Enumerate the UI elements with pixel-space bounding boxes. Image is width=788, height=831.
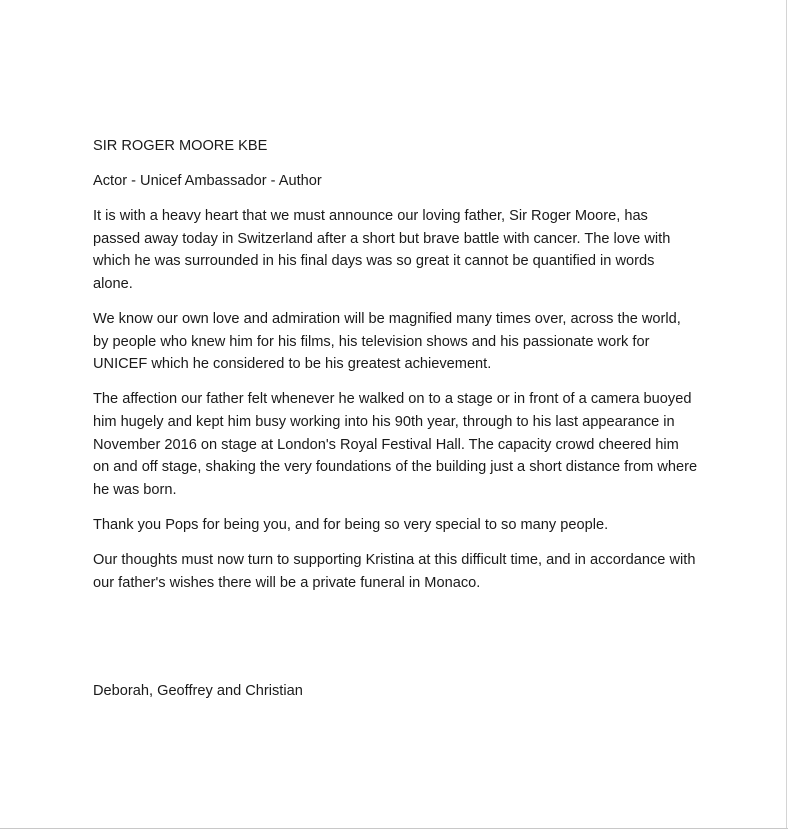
page-bottom-border xyxy=(0,828,788,829)
document-body xyxy=(93,135,698,607)
document-subtitle: Actor - Unicef Ambassador - Author xyxy=(93,173,322,190)
signature: Deborah, Geoffrey and Christian xyxy=(93,683,303,699)
page-right-border xyxy=(786,0,787,829)
document-title: SIR ROGER MOORE KBE xyxy=(93,138,268,154)
paragraph-affection: The affection our father felt whenever he walked on to a stage or in front of a camera buoyed him hugely and kept him busy working into his 90th year, through to his last appearance in November 2016 on stage at London's Royal Festival Hall. The capacity crowd cheered him on and off stage, shaking the very foundations of the building just a short distance from where he was born. xyxy=(93,391,698,498)
paragraph-thanks: Thank you Pops for being you, and for being so very special to so many people. xyxy=(93,516,609,533)
paragraph-funeral: Our thoughts must now turn to supporting Kristina at this difficult time, and in accordance with our father's wishes there will be a private funeral in Monaco. xyxy=(93,551,696,591)
paragraph-announcement: It is with a heavy heart that we must announce our loving father, Sir Roger Moore, has passed away today in Switzerland after a short but brave battle with cancer. The love with which he was surrounded in his final days was so great it cannot be quantified in words alone. xyxy=(93,208,671,292)
paragraph-admiration: We know our own love and admiration will be magnified many times over, across the world, by people who knew him for his films, his television shows and his passionate work for UNICEF which he considered to be his greatest achievement. xyxy=(93,311,681,373)
